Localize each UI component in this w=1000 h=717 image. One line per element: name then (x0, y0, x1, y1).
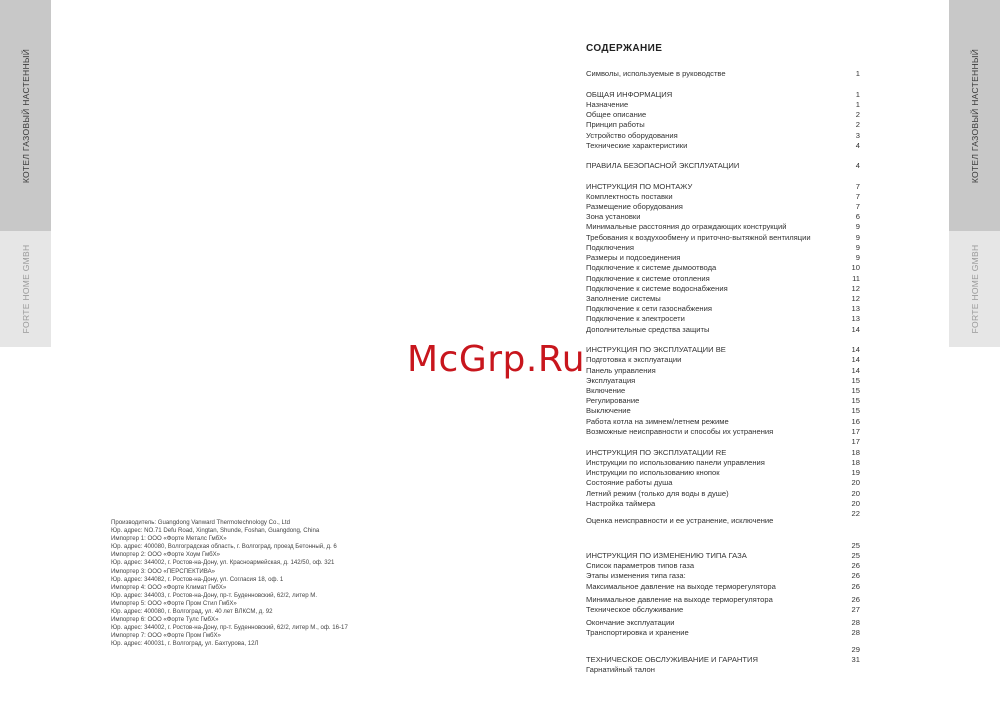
importer-line: Юр. адрес: 344003, г. Ростов-на-Дону, пр-т. Буденновский, 62/2, литер М. (111, 591, 318, 599)
toc-entry-label: ОБЩАЯ ИНФОРМАЦИЯ (586, 90, 673, 99)
toc-entry-label: Размещение оборудования (586, 202, 683, 211)
toc-row (586, 541, 860, 551)
toc-entry-label: Подготовка к эксплуатации (586, 355, 682, 364)
toc-entry-label: Минимальные расстояния до ограждающих конструкций (586, 222, 787, 231)
toc-entry-page: 18 (851, 458, 860, 467)
importer-line: Импортер 6: ООО «Форте Тулс ГмбХ» (111, 616, 219, 624)
toc-entry-label: Зона установки (586, 212, 641, 221)
toc-entry-label: Работа котла на зимнем/летнем режиме (586, 417, 729, 426)
importer-line: Юр. адрес: 344002, г. Ростов-на-Дону, пр-т. Буденновский, 62/2, литер М., оф. 16-17 (111, 624, 348, 632)
toc-title: СОДЕРЖАНИЕ (586, 43, 663, 54)
toc-entry-label: Окончание эксплуатации (586, 618, 675, 627)
importer-line: Импортер 1: ООО «Форте Металс ГмбХ» (111, 535, 227, 543)
toc-entry-label: Этапы изменения типа газа: (586, 571, 686, 580)
toc-entry-page: 1 (855, 69, 860, 78)
toc-row (586, 595, 860, 605)
toc-entry-page: 7 (855, 202, 860, 211)
toc-entry-page: 16 (851, 417, 860, 426)
importer-line: Юр. адрес: 400080, Волгоградская область, г. Волгоград, проезд Бетонный, д. 6 (111, 543, 337, 551)
toc-entry-page: 2 (855, 120, 860, 129)
toc-entry-page: 11 (852, 274, 860, 283)
toc-entry-label: Подключение к системе дымоотвода (586, 263, 717, 272)
toc-entry-label: Список параметров типов газа (586, 561, 695, 570)
toc-entry-page: 22 (851, 509, 860, 518)
toc-row (586, 202, 860, 212)
toc-entry-page: 7 (855, 182, 860, 191)
toc-entry-label: Панель управления (586, 366, 656, 375)
importer-line: Импортер 5: ООО «Форте Пром Стил ГмбХ» (111, 599, 237, 607)
toc-entry-label: Включение (586, 386, 626, 395)
toc-row (586, 478, 860, 488)
toc-entry-page: 9 (855, 222, 860, 231)
toc-row (586, 90, 860, 100)
toc-row (586, 325, 860, 335)
toc-entry-label: Подключения (586, 243, 635, 252)
toc-entry-page: 14 (851, 366, 860, 375)
toc-row (586, 386, 860, 396)
toc-row (586, 406, 860, 416)
importer-line: Импортер 2: ООО «Форте Хоум ГмбХ» (111, 551, 221, 559)
toc-entry-page: 26 (851, 582, 860, 591)
toc-entry-page: 9 (855, 243, 860, 252)
toc-row (586, 366, 860, 376)
toc-entry-page: 18 (851, 448, 860, 457)
toc-row (586, 100, 860, 110)
toc-row (586, 274, 860, 284)
toc-row (586, 69, 860, 79)
importer-line: Юр. адрес: 344082, г. Ростов-на-Дону, ул. Согласия 18, оф. 1 (111, 575, 284, 583)
toc-entry-page: 20 (851, 489, 860, 498)
toc-entry-page: 2 (855, 110, 860, 119)
toc-entry-label: Назначение (586, 100, 629, 109)
importer-line: Импортер 3: ООО «ПЕРСПЕКТИВА» (111, 567, 216, 575)
toc-row (586, 263, 860, 273)
toc-entry-page: 1 (855, 100, 860, 109)
toc-row (586, 243, 860, 253)
toc-entry-page: 15 (851, 396, 860, 405)
right-side-tab-top (949, 0, 1000, 231)
toc-entry-page: 25 (851, 551, 860, 560)
toc-entry-page: 4 (855, 141, 860, 150)
toc-row (586, 655, 860, 665)
toc-entry-page: 7 (855, 192, 860, 201)
toc-entry-page: 12 (851, 284, 860, 293)
importer-line: Импортер 4: ООО «Форте Климат ГмбХ» (111, 583, 227, 591)
toc-entry-label: Оценка неисправности и ее устранение, исключение (586, 516, 774, 525)
toc-row (586, 516, 860, 526)
toc-row (586, 551, 860, 561)
importer-line: Юр. адрес: NO.71 Defu Road, Xingtan, Shunde, Foshan, Guangdong, China (111, 527, 320, 535)
toc-entry-page: 26 (851, 595, 860, 604)
toc-row (586, 571, 860, 581)
toc-row (586, 582, 860, 592)
side-tab-title: КОТЕЛ ГАЗОВЫЙ НАСТЕННЫЙ (20, 48, 31, 183)
toc-entry-page: 1 (855, 90, 860, 99)
toc-entry-label: ИНСТРУКЦИЯ ПО ЭКСПЛУАТАЦИИ BE (586, 345, 726, 354)
toc-entry-page: 20 (851, 499, 860, 508)
importer-line: Юр. адрес: 400080, г. Волгоград, ул. 40 лет ВЛКСМ, д. 92 (111, 608, 273, 616)
toc-entry-label: Настройка таймера (586, 499, 656, 508)
toc-row (586, 417, 860, 427)
toc-entry-page: 14 (851, 345, 860, 354)
toc-entry-page: 13 (851, 314, 860, 323)
toc-entry-label: Максимальное давление на выходе терморегулятора (586, 582, 776, 591)
toc-row (586, 489, 860, 499)
toc-entry-page: 17 (851, 437, 860, 446)
toc-entry-page: 31 (851, 655, 860, 664)
toc-row (586, 458, 860, 468)
toc-entry-page: 26 (851, 561, 860, 570)
toc-entry-label: Комплектность поставки (586, 192, 673, 201)
left-side-tab-bottom (0, 231, 51, 347)
toc-entry-label: Подключение к системе отопления (586, 274, 710, 283)
toc-entry-label: ИНСТРУКЦИЯ ПО ЭКСПЛУАТАЦИИ RE (586, 448, 727, 457)
toc-entry-page: 14 (851, 355, 860, 364)
toc-row (586, 448, 860, 458)
toc-entry-label: ПРАВИЛА БЕЗОПАСНОЙ ЭКСПЛУАТАЦИИ (586, 161, 740, 170)
toc-row (586, 120, 860, 130)
toc-entry-label: Требования к воздухообмену и приточно-вытяжной вентиляции (586, 233, 811, 242)
toc-row (586, 314, 860, 324)
toc-row (586, 253, 860, 263)
toc-entry-label: Техническое обслуживание (586, 605, 684, 614)
toc-entry-label: Принцип работы (586, 120, 645, 129)
toc-entry-label: Транспортировка и хранение (586, 628, 689, 637)
toc-row (586, 665, 860, 675)
toc-entry-page: 25 (851, 541, 860, 550)
toc-entry-page: 6 (855, 212, 860, 221)
toc-row (586, 468, 860, 478)
toc-entry-label: ТЕХНИЧЕСКОЕ ОБСЛУЖИВАНИЕ И ГАРАНТИЯ (586, 655, 758, 664)
toc-entry-label: Технические характеристики (586, 141, 688, 150)
toc-entry-page: 28 (851, 628, 860, 637)
toc-entry-label: Символы, используемые в руководстве (586, 69, 726, 78)
toc-row (586, 110, 860, 120)
toc-entry-label: ИНСТРУКЦИЯ ПО МОНТАЖУ (586, 182, 693, 191)
toc-row (586, 233, 860, 243)
toc-entry-page: 9 (855, 253, 860, 262)
toc-row (586, 355, 860, 365)
importer-line: Юр. адрес: 344002, г. Ростов-на-Дону, ул. Красноармейская, д. 142/50, оф. 321 (111, 559, 335, 567)
toc-entry-page: 26 (851, 571, 860, 580)
toc-row (586, 284, 860, 294)
toc-row (586, 222, 860, 232)
toc-entry-page: 13 (851, 304, 860, 313)
toc-entry-label: Размеры и подсоединения (586, 253, 681, 262)
toc-row (586, 141, 860, 151)
toc-entry-page: 17 (851, 427, 860, 436)
toc-entry-page: 15 (851, 406, 860, 415)
toc-entry-page: 19 (851, 468, 860, 477)
toc-entry-label: Летний режим (только для воды в душе) (586, 489, 729, 498)
toc-row (586, 396, 860, 406)
toc-row (586, 304, 860, 314)
watermark: McGrp.Ru (407, 339, 586, 380)
toc-row (586, 437, 860, 447)
toc-row (586, 618, 860, 628)
toc-entry-label: Дополнительные средства защиты (586, 325, 710, 334)
toc-entry-label: Подключение к электросети (586, 314, 685, 323)
toc-entry-label: Состояние работы душа (586, 478, 673, 487)
importer-line: Производитель: Guangdong Vanward Thermotechnology Co., Ltd (111, 519, 290, 526)
toc-entry-page: 28 (851, 618, 860, 627)
side-tab-title: КОТЕЛ ГАЗОВЫЙ НАСТЕННЫЙ (969, 48, 980, 183)
toc-row (586, 628, 860, 638)
toc-row (586, 427, 860, 437)
toc-entry-label: Эксплуатация (586, 376, 636, 385)
toc-entry-label: Общее описание (586, 110, 647, 119)
toc-row (586, 294, 860, 304)
toc-row (586, 212, 860, 222)
toc-entry-page: 10 (851, 263, 860, 272)
toc-entry-page: 29 (851, 645, 860, 654)
side-tab-brand: FORTE HOME GMBH (969, 244, 980, 334)
toc-entry-label: Минимальное давление на выходе терморегулятора (586, 595, 773, 604)
toc-entry-label: Подключение к сети газоснабжения (586, 304, 712, 313)
left-side-tab-top (0, 0, 51, 231)
toc-entry-label: Инструкции по использованию кнопок (586, 468, 720, 477)
toc-entry-label: ИНСТРУКЦИЯ ПО ИЗМЕНЕНИЮ ТИПА ГАЗА (586, 551, 747, 560)
toc-entry-page: 12 (851, 294, 860, 303)
toc-row (586, 376, 860, 386)
toc-entry-page: 20 (851, 478, 860, 487)
toc-entry-label: Возможные неисправности и способы их устранения (586, 427, 774, 436)
importer-line: Импортер 7: ООО «Форте Пром ГмбХ» (111, 632, 221, 640)
toc-row (586, 192, 860, 202)
toc-entry-page: 15 (851, 386, 860, 395)
side-tab-brand: FORTE HOME GMBH (20, 244, 31, 334)
toc-entry-label: Инструкции по использованию панели управления (586, 458, 765, 467)
toc-entry-label: Устройство оборудования (586, 131, 678, 140)
toc-row (586, 182, 860, 192)
toc-row (586, 605, 860, 615)
right-side-tab-bottom (949, 231, 1000, 347)
toc-entry-label: Гарнатийный талон (586, 665, 655, 674)
toc-entry-label: Выключение (586, 406, 631, 415)
toc-row (586, 345, 860, 355)
toc-row (586, 645, 860, 655)
toc-entry-page: 4 (855, 161, 860, 170)
toc-entry-label: Подключение к системе водоснабжения (586, 284, 728, 293)
toc-row (586, 499, 860, 509)
importers-block (111, 519, 348, 649)
toc-row (586, 561, 860, 571)
toc-entry-page: 15 (851, 376, 860, 385)
toc-entry-label: Заполнение системы (586, 294, 661, 303)
toc-entry-page: 9 (855, 233, 860, 242)
importer-line: Юр. адрес: 400031, г. Волгоград, ул. Бахтурова, 12Л (111, 640, 259, 648)
toc-entry-page: 3 (855, 131, 860, 140)
toc-entry-label: Регулирование (586, 396, 640, 405)
toc-row (586, 161, 860, 171)
toc-entry-page: 14 (851, 325, 860, 334)
toc-entry-page: 27 (851, 605, 860, 614)
toc-row (586, 131, 860, 141)
